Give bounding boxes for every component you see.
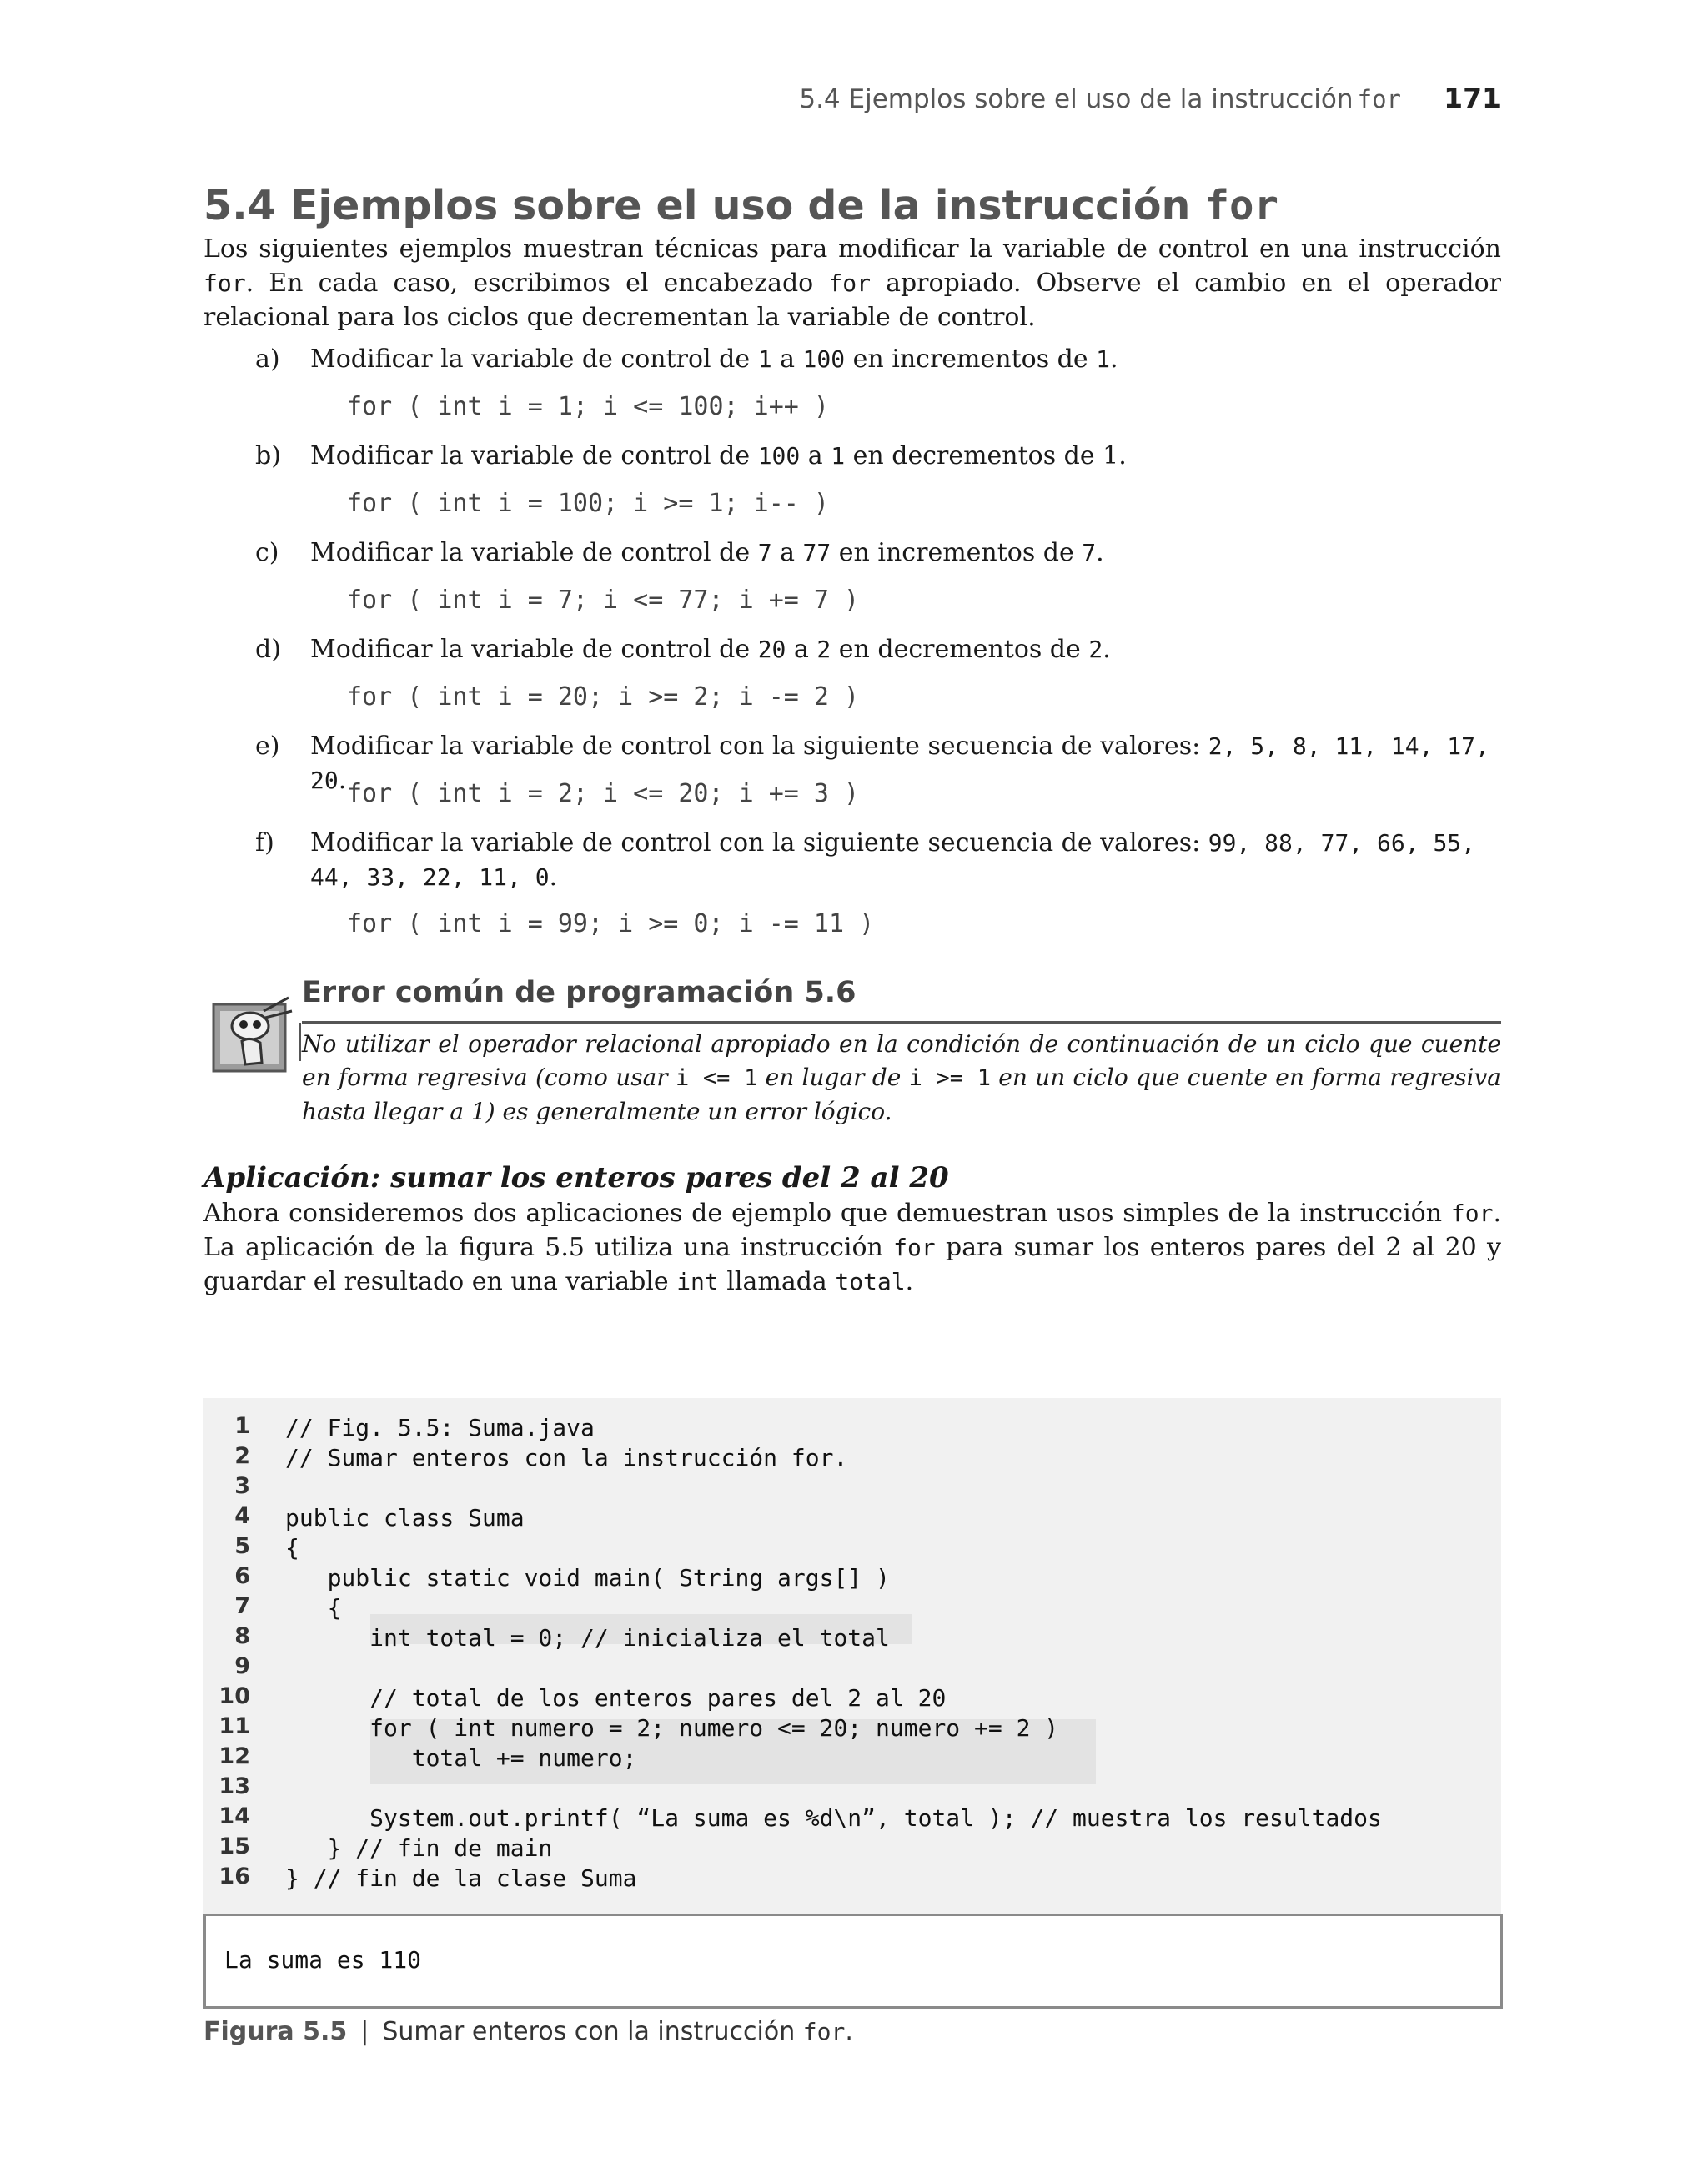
program-output (203, 1914, 1503, 2009)
example-text: a (800, 441, 831, 470)
intro-paragraph (203, 232, 1501, 334)
running-title-code: for (1357, 85, 1402, 113)
line-number: 9 (234, 1653, 250, 1679)
example-value: 100 (802, 345, 846, 373)
example-value: 2 (816, 636, 831, 663)
example-letter: e) (255, 732, 280, 761)
example-text: Modificar la variable de control con la siguiente secuencia de valores: (310, 732, 1208, 761)
example-code: for ( int i = 7; i <= 77; i += 7 ) (347, 586, 860, 615)
app-text-1: Ahora consideremos dos aplicaciones de ejemplo que demuestran usos simples de la instrucción (203, 1199, 1451, 1228)
bug-icon (212, 993, 295, 1076)
code-listing (203, 1398, 1501, 1914)
error-text-2: en lugar de (757, 1064, 909, 1091)
application-paragraph (203, 1196, 1501, 1299)
output-text: La suma es 110 (224, 1946, 422, 1974)
code-text: public class Suma (285, 1504, 525, 1532)
code-text: // Sumar enteros con la instrucción for. (285, 1444, 848, 1471)
example-letter: b) (255, 441, 281, 470)
example-text: Modificar la variable de control de (310, 441, 758, 470)
figure-separator: | (360, 2017, 369, 2046)
example-text: en incrementos de (845, 345, 1097, 374)
app-text-2: . La aplicación de la figura 5.5 utiliza una instrucción (203, 1199, 1501, 1262)
figure-caption-end: . (845, 2017, 853, 2046)
error-box-title: Error común de programación 5.6 (302, 976, 857, 1009)
error-code-1: i <= 1 (675, 1065, 758, 1091)
app-code-3: int (676, 1268, 719, 1295)
example-text: . (1096, 538, 1104, 567)
app-text-5: . (905, 1267, 914, 1296)
example-letter: a) (255, 345, 280, 374)
line-number: 15 (219, 1833, 250, 1859)
line-number: 4 (234, 1503, 250, 1529)
app-code-2: for (893, 1234, 936, 1261)
app-code-4: total (835, 1268, 906, 1295)
example-letter: f) (255, 828, 274, 858)
line-number: 10 (219, 1683, 250, 1709)
intro-code-1: for (203, 269, 246, 297)
app-code-1: for (1450, 1200, 1494, 1227)
example-value: 2, 5, 8, 11, 14, 17, 20 (310, 732, 1489, 794)
example-text: a (771, 345, 803, 374)
line-number: 16 (219, 1864, 250, 1889)
code-text: public static void main( String args[] ) (285, 1564, 890, 1592)
error-text-1: No utilizar el operador relacional apropiado en la condición de continuación de un ciclo que cuente en forma regresiva (como usar (302, 1030, 1501, 1091)
example-text: en incrementos de (831, 538, 1083, 567)
code-text: // Fig. 5.5: Suma.java (285, 1414, 595, 1441)
line-number: 1 (234, 1413, 250, 1439)
app-text-3: para sumar los enteros pares del 2 al 20 y guardar el resultado en una variable (203, 1233, 1501, 1296)
line-number: 7 (234, 1593, 250, 1619)
example-text: a (771, 538, 803, 567)
example-code: for ( int i = 100; i >= 1; i-- ) (347, 489, 829, 518)
code-text: System.out.printf( “La suma es %d\n”, total ); // muestra los resultados (285, 1804, 1382, 1832)
example-value: 20 (757, 636, 786, 663)
running-header (0, 82, 1501, 114)
line-number: 6 (234, 1563, 250, 1589)
application-title: Aplicación: sumar los enteros pares del 2 al 20 (203, 1161, 949, 1195)
error-box-vertical-rule (299, 1023, 301, 1061)
code-text: { (285, 1594, 342, 1622)
example-value: 77 (802, 539, 831, 566)
line-number: 8 (234, 1623, 250, 1649)
example-description (310, 439, 1501, 473)
example-text: en decrementos de (831, 635, 1089, 664)
line-number: 11 (219, 1713, 250, 1739)
app-text-4: llamada (718, 1267, 836, 1296)
figure-caption-text: Sumar enteros con la instrucción (382, 2017, 803, 2046)
line-number: 5 (234, 1533, 250, 1559)
code-text: // total de los enteros pares del 2 al 20 (285, 1684, 947, 1712)
example-value: 7 (1082, 539, 1097, 566)
intro-text-2: . En cada caso, escribimos el encabezado (245, 269, 829, 298)
code-text: for ( int numero = 2; numero <= 20; numero += 2 ) (285, 1714, 1059, 1742)
example-text: a (786, 635, 817, 664)
example-value: 2 (1088, 636, 1103, 663)
figure-caption-code: for (802, 2018, 846, 2045)
example-code: for ( int i = 2; i <= 20; i += 3 ) (347, 779, 860, 808)
example-text: . (1103, 635, 1111, 664)
example-text: Modificar la variable de control de (310, 635, 758, 664)
code-text: { (285, 1534, 299, 1562)
error-text-3: en un ciclo que cuente en forma regresiva hasta llegar a 1) es generalmente un error lógico. (302, 1064, 1501, 1125)
section-title (203, 182, 1278, 229)
example-text: . (338, 766, 347, 795)
line-number: 14 (219, 1803, 250, 1829)
example-text: en decrementos de 1. (845, 441, 1127, 470)
example-code: for ( int i = 20; i >= 2; i -= 2 ) (347, 682, 860, 712)
running-title: 5.4 Ejemplos sobre el uso de la instrucción (799, 84, 1354, 114)
example-text: . (1109, 345, 1118, 374)
section-title-code: for (1204, 182, 1279, 229)
example-value: 100 (757, 442, 801, 470)
intro-code-2: for (828, 269, 871, 297)
intro-text-3: apropiado. Observe el cambio en el operador relacional para los ciclos que decrementan la variable de control. (203, 269, 1501, 332)
figure-caption (203, 2017, 853, 2046)
figure-label: Figura 5.5 (203, 2017, 348, 2046)
code-text: } // fin de la clase Suma (285, 1864, 637, 1892)
example-description (310, 826, 1501, 894)
code-text: } // fin de main (285, 1834, 553, 1862)
line-number: 13 (219, 1773, 250, 1799)
example-value: 1 (1096, 345, 1110, 373)
example-value: 1 (831, 442, 846, 470)
error-code-2: i >= 1 (908, 1065, 991, 1091)
intro-text-1: Los siguientes ejemplos muestran técnicas para modificar la variable de control en una instrucción (203, 234, 1501, 264)
example-value: 1 (757, 345, 772, 373)
example-text: . (549, 863, 558, 892)
example-value: 7 (757, 539, 772, 566)
example-text: Modificar la variable de control con la siguiente secuencia de valores: (310, 828, 1208, 858)
example-letter: c) (255, 538, 279, 567)
example-description (310, 342, 1501, 376)
example-value: 99, 88, 77, 66, 55, 44, 33, 22, 11, 0 (310, 829, 1476, 891)
code-text: total += numero; (285, 1744, 637, 1772)
page-number: 171 (1444, 82, 1501, 114)
example-description (310, 536, 1501, 570)
example-code: for ( int i = 1; i <= 100; i++ ) (347, 392, 829, 421)
line-number: 3 (234, 1473, 250, 1499)
error-box-text (302, 1028, 1501, 1129)
code-text: int total = 0; // inicializa el total (285, 1624, 890, 1652)
example-code: for ( int i = 99; i >= 0; i -= 11 ) (347, 909, 875, 938)
example-text: Modificar la variable de control de (310, 345, 758, 374)
example-letter: d) (255, 635, 281, 664)
error-box-rule (302, 1021, 1501, 1024)
line-number: 12 (219, 1743, 250, 1769)
section-title-text: 5.4 Ejemplos sobre el uso de la instrucción (203, 182, 1191, 229)
line-number: 2 (234, 1443, 250, 1469)
example-description (310, 632, 1501, 666)
example-text: Modificar la variable de control de (310, 538, 758, 567)
